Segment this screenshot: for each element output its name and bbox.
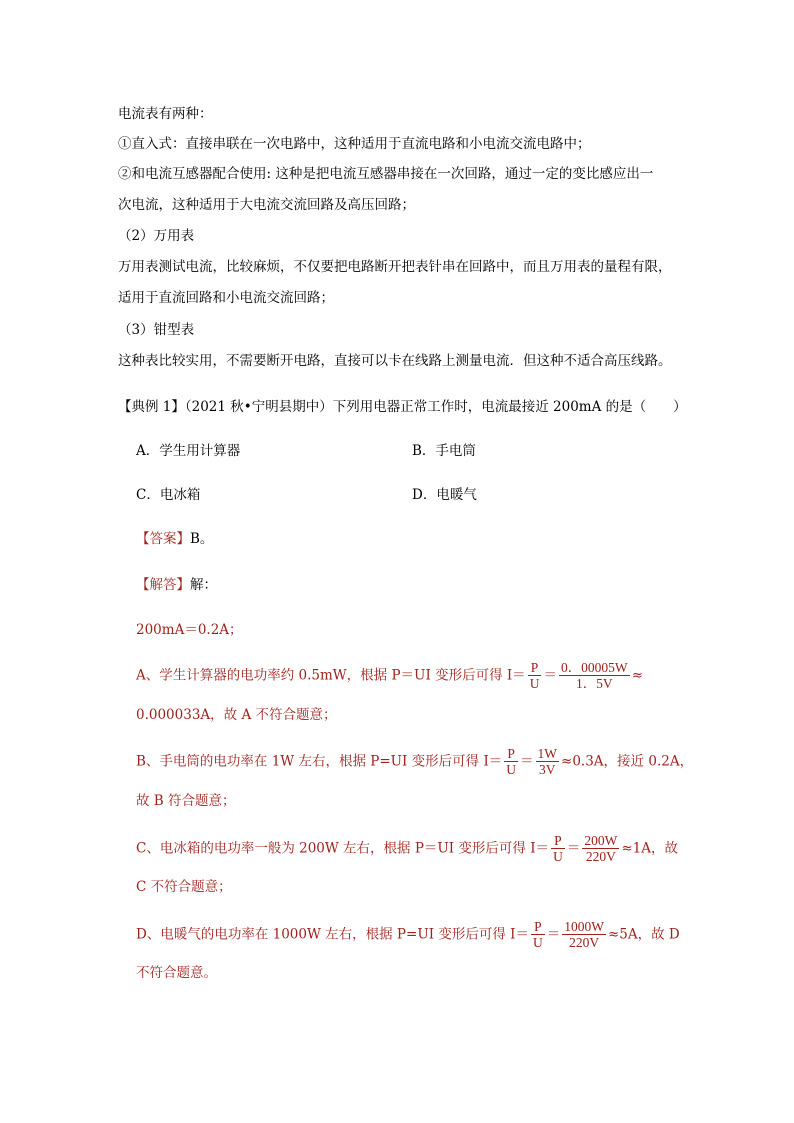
analysis-b-text: B、手电筒的电功率在 1W 左右，根据 P=UI 变形后可得 I＝ [136, 753, 503, 770]
answer-value: B。 [190, 531, 214, 547]
analysis-a-line-1: A、学生计算器的电功率约 0.5mW，根据 P＝UI 变形后可得 I＝ $\frac{P}{U}$ ＝ $\frac{0.00005W}{1.5V}$ ≈ [136, 660, 643, 691]
analysis-c-text: C、电冰箱的电功率一般为 200W 左右，根据 P＝UI 变形后可得 I＝ [136, 840, 550, 857]
analysis-b-line-1: B、手电筒的电功率在 1W 左右，根据 P=UI 变形后可得 I＝ $\frac{P}{U}$ ＝ $\frac{1W}{3V}$ ≈0.3A，接近 0.2A， [136, 746, 694, 777]
analysis-c-line-2: C 不符合题意； [136, 879, 232, 895]
fraction-value: $\frac{1W}{3V}$ [537, 746, 558, 777]
analysis-a-line-2: 0.000033A，故 A 不符合题意； [136, 707, 337, 723]
analysis-b-line-2: 故 B 符合题意； [136, 793, 236, 809]
fraction-p-over-u: $\frac{P}{U}$ [532, 919, 543, 950]
intro-item-1: ①直入式：直接串联在一次电路中，这种适用于直流电路和小电流交流电路中； [118, 136, 591, 152]
analysis-d-text: D、电暖气的电功率在 1000W 左右，根据 P=UI 变形后可得 I＝ [136, 926, 529, 943]
fraction-p-over-u: $\frac{P}{U}$ [553, 833, 563, 864]
answer-label: 【答案】 [136, 531, 190, 547]
section-3-title: （3）钳型表 [118, 322, 195, 338]
analysis-intro: 解： [190, 577, 217, 593]
option-d: D．电暖气 [412, 487, 477, 503]
option-a: A．学生用计算器 [136, 443, 241, 459]
fraction-value: $\frac{200W}{220V}$ [584, 833, 618, 864]
section-2-line-2: 适用于直流回路和小电流交流回路； [118, 290, 334, 306]
section-2-line-1: 万用表测试电流，比较麻烦，不仅要把电路断开把表针串在回路中，而且万用表的量程有限， [118, 259, 672, 275]
fraction-value: $\frac{0.00005W}{1.5V}$ [560, 660, 628, 691]
fraction-value: $\frac{1000W}{220V}$ [564, 919, 604, 950]
question-stem: 【典例 1】（2021 秋•宁明县期中）下列用电器正常工作时，电流最接近 200mA 的是（ ） [118, 399, 687, 415]
analysis-c-line-1: C、电冰箱的电功率一般为 200W 左右，根据 P＝UI 变形后可得 I＝ $\frac{P}{U}$ ＝ $\frac{200W}{220V}$ ≈1A，故 [136, 833, 678, 864]
analysis-label: 【解答】 [136, 577, 190, 593]
section-3-line-1: 这种表比较实用，不需要断开电路，直接可以卡在线路上测量电流．但这种不适合高压线路。 [118, 353, 672, 369]
intro-heading: 电流表有两种： [118, 106, 213, 122]
analysis-d-line-2: 不符合题意。 [136, 965, 217, 981]
fraction-p-over-u: $\frac{P}{U}$ [506, 746, 517, 777]
fraction-p-over-u: $\frac{P}{U}$ [529, 660, 540, 691]
section-2-title: （2）万用表 [118, 228, 195, 244]
option-b: B．手电筒 [412, 443, 476, 459]
analysis-a-text: A、学生计算器的电功率约 0.5mW，根据 P＝UI 变形后可得 I＝ [136, 667, 526, 684]
option-c: C．电冰箱 [136, 487, 201, 503]
unit-conversion: 200mA＝0.2A； [136, 622, 243, 638]
analysis-heading [136, 575, 217, 595]
analysis-d-line-1: D、电暖气的电功率在 1000W 左右，根据 P=UI 变形后可得 I＝ $\frac{P}{U}$ ＝ $\frac{1000W}{220V}$ ≈5A，故 D [136, 919, 680, 950]
intro-item-2-line-2: 次电流，这种适用于大电流交流回路及高压回路； [118, 197, 415, 213]
intro-item-2-line-1: ②和电流互感器配合使用: 这种是把电流互感器串接在一次回路，通过一定的变比感应出一 [118, 166, 654, 182]
answer-line [136, 529, 213, 549]
